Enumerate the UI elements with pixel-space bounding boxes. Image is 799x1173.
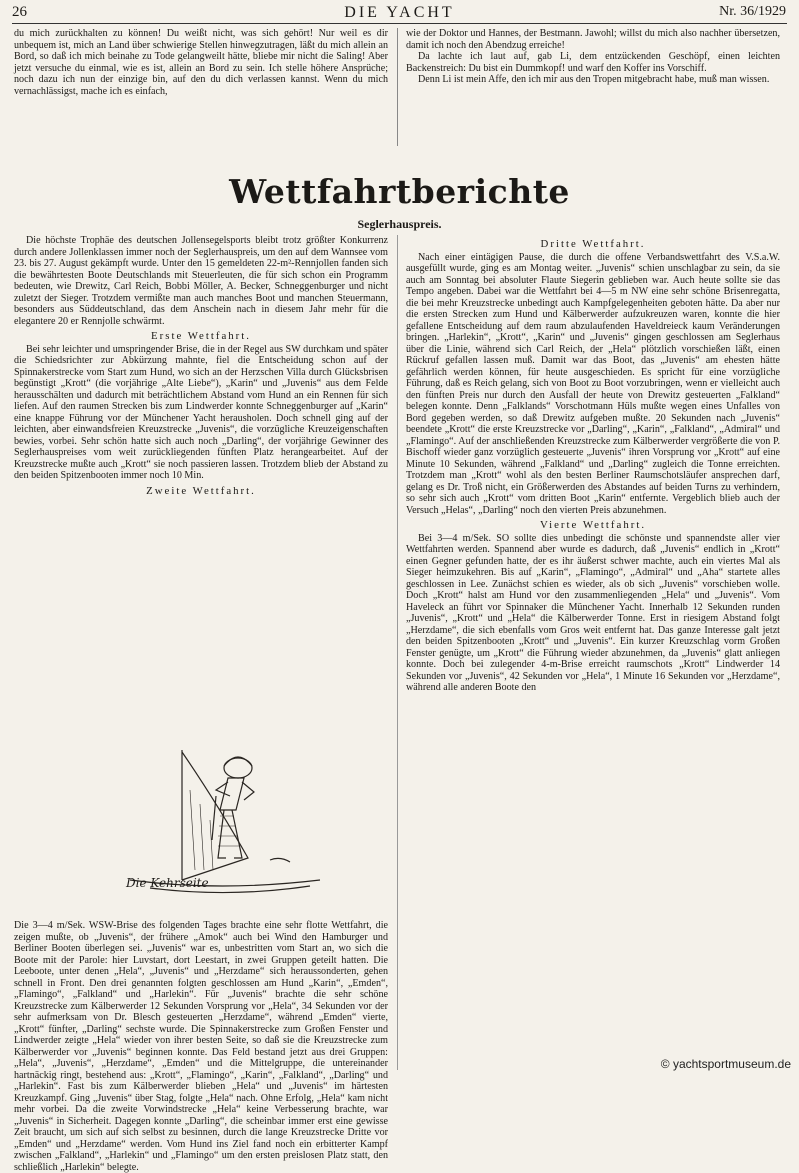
- illustration-caption: Die Kehrseite: [126, 876, 209, 890]
- page-number: 26: [12, 4, 27, 20]
- body-paragraph: Bei sehr leichter und umspringender Brise, die in der Regel aus SW durchkam und später die Schiedsrichter zur Abkürzung mahnte, fiel die Entscheidung schon auf der Spinnakerstrecke vom Start zum Hund, wo sich an der Herzschen Villa durch Glücksbrisen begünstigt „Krott“ (die vorjährige „Alte Liebe“), „Karin“ und „Juvenis“ aus dem Felde herausschälten und dadurch mit beträchtlichem Abstand vom Hund an ein Rennen für sich liefen. Auf den raumen Strecken bis zum Lindwerder konnte Schneggenburger auf „Karin“ eine knappe Führung vor der Münchener Yacht herausholen. Doch schnell ging auf der leichten, aber einwandsfreien Kreuzstrecke „Juvenis“, die vorzügliche Kreuzeigenschaften bewies, vorbei. Sehr schön hatte sich auch noch „Darling“, der vorjährige Gewinner des Seglerhauspreises vom weit zurückliegenden fünften Platz herangearbeitet. Auf der Kreuzstrecke mußte auch „Krott“ sie noch passieren lassen. Trotzdem blieb der Abstand zu den beiden Spitzenbooten immer noch 10 Min.: [14, 343, 388, 481]
- prev-article-paragraph: wie der Doktor und Hannes, der Bestmann. Jawohl; willst du mich also nachher übersetzen, damit ich noch den Abendzug erreiche!: [406, 28, 780, 51]
- prev-article-paragraph: du mich zurückhalten zu können! Du weißt nicht, was sich gehört! Nur weil es dir unbequem ist, mich an Land über schwierige Stellen hinwegzutragen, läßt du mich allein an Bord, so daß ich mich beinahe zu Tode gelangweilt hätte, bliebe mir nicht die Saling! Aber jetzt versuche du einmal, wie es ist, allein an Bord zu sein. Ich stelle höhere Ansprüche; noch dazu ich nun der einzige bin, auf den du dich verlassen kannst. Wenn du mich vernachlässigst, mache ich es einfach,: [14, 28, 388, 97]
- article-subtitle: Seglerhauspreis.: [357, 217, 442, 231]
- column-divider: [397, 28, 398, 146]
- article-left-column: [14, 235, 388, 498]
- intro-paragraph: Die höchste Trophäe des deutschen Jollensegelsports bleibt trotz größter Konkurrenz durch andere Jollenklassen immer noch der Seglerhauspreis, um den auf dem Wannsee vom 23. bis 27. August gekämpft wurde. Unter den 15 gemeldeten 22-m²-Rennjollen fanden sich die bewährtesten Boote Deutschlands mit Steuerleuten, die für sich schon ein Programm bedeuten, wie Drewitz, Carl Reich, Bobbi Möller, A. Becker, Schneggenburger und nicht zuletzt der Sieger. Trotzdem vermißte man auch manches Boot und manchen Steuermann, besonders aus Süddeutschland, das dem Anschein nach in diesem Jahr mehr für die elegantere 20 er Rennjolle schwärmt.: [14, 235, 388, 327]
- body-paragraph: Bei 3—4 m/Sek. SO sollte dies unbedingt die schönste und spannendste aller vier Wettfahrten werden. Spannend aber wurde es dadurch, daß „Juvenis“ endlich in „Krott“ einen Gegner gefunden hatte, der es ihr äußerst schwer machte, auch ein viertes Mal als Sieger heimzukehren. Bis auf „Karin“, „Flamingo“, „Admiral“ und „Aha“ startete alles geschlossen in Lee. Zunächst schien es wieder, als ob sich „Juvenis“ vorschieben wolle. Doch „Krott“ halst am Hund vor den zusammenliegenden „Hela“ und „Juvenis“. Vom Haveleck an führt vor Spinnaker die Münchener Yacht. Innerhalb 12 Sekunden runden „Juvenis“, „Krott“ und „Hela“ die Kälberwerder Tonne. Erst in riesigem Abstand folgt „Herzdame“, die sich ebenfalls vom Gros weit entfernt hat. Das ganze Interesse galt jetzt den beiden Spitzenbooten „Krott“ und „Juvenis“. Ein kurzer Kreuzschlag vorm Großen Fenster genügte, um „Krott“ die Führung wieder abzunehmen, da „Juvenis“ glatt anliegen konnte. Doch bei zulegender 4-m-Brise erreicht raumschots „Krott“ Lindwerder 14 Sekunden vor „Juvenis“, 42 Sekunden vor „Hela“, 1 Minute 16 Sekunden vor „Herzdame“, während alle anderen Boote den: [406, 532, 780, 693]
- article-left-column-continued: [14, 920, 388, 1173]
- prev-article-paragraph: Denn Li ist mein Affe, den ich mir aus den Tropen mitgebracht habe, muß man wissen.: [418, 74, 770, 85]
- magazine-title: DIE YACHT: [344, 4, 455, 21]
- prev-article-right-column: [406, 28, 780, 86]
- body-paragraph: Nach einer eintägigen Pause, die durch die offene Verbandswettfahrt des V.S.a.W. ausgefüllt wurde, ging es am Montag weiter. „Juvenis“ schien unschlagbar zu sein, da sie auch am Sonntag bei absoluter Flaute Siegerin geblieben war. Auch heute sollte sie das Tempo angeben. Dabei war die Wettfahrt bei 4—5 m NW eine sehr schöne Brisenregatta, die bei mehr Kreuzstrecke unbedingt auch Kampfgelegenheiten geboten hätte. Da aber nur die ersten Strecken zum Hund und Kälberwerder aufzukreuzen waren, konnte die hier gefallene Entscheidung auf dem raum abzulaufenden Haveldreieck kaum Veränderungen bringen. „Harlekin“, „Krott“, „Karin“ und „Juvenis“ gingen geschlossen am Seglerhaus über die Linie, während sich Carl Reich, der „Hela“ plötzlich vorschießen läßt, einen Rückruf gefallen lassen muß. Damit war das Boot, das „Juvenis“ am ehesten hätte gefährlich werden können, für heute ausgeschieden. Es spricht für eine vorzügliche Führung, daß es Reich gelang, sich von Boot zu Boot vorzubringen, wenn er vielleicht auch den fünften Preis nur durch den Ausfall der heute von Drewitz gesteuerten „Falkland“ belegen konnte. Denn „Falklands“ Vorschotmann Hüls mußte wegen eines Unfalles von Bord gegeben werden, so daß Drewitz aufgeben mußte. 20 Sekunden nach „Juvenis“ beendete „Krott“ die erste Kreuzstrecke vor „Darling“, „Karin“, „Falkland“, „Admiral“ und „Flamingo“. Auf der anschließenden Kreuzstrecke zum Kälberwerder vergrößerte die von P. Bischoff wieder ganz vorzüglich gesteuerte „Juvenis“ ihren Vorsprung vor „Krott“ auf eine Minute 10 Sekunden, während „Falkland“ und „Darling“ zugleich die Tonne erreichten. Trotzdem man „Krott“ wohl als den besten Berliner Raumschotsläufer ansprechen darf, gelang es Dr. Troß nicht, ein Größerwerden des Abstandes auf beiden Turns zu verhindern, so sehr sich auch „Krott“ vom dritten Boot „Karin“ entfernte. Vergeblich blieb auch der Versuch „Helas“, „Darling“ noch den vierten Preis abzunehmen.: [406, 251, 780, 516]
- issue-number: Nr. 36/1929: [719, 4, 786, 19]
- section-heading: Erste Wettfahrt.: [151, 330, 251, 342]
- copyright-watermark: © yachtsportmuseum.de: [660, 1057, 791, 1071]
- section-heading: Vierte Wettfahrt.: [539, 519, 647, 531]
- article-right-column: [406, 235, 780, 694]
- body-paragraph: Die 3—4 m/Sek. WSW-Brise des folgenden Tages brachte eine sehr flotte Wettfahrt, die zeigen mußte, ob „Juvenis“, der frühere „Amok“ auch bei Wind den Hamburger und Berliner Booten überlegen sei. „Juvenis“ war es, unbestritten vom Start an, wo sich die Boote mit der Parole: hier Luvstart, dort Leestart, in zwei Gruppen geteilt hatten. Die Leeboote, unter denen „Hela“, „Juvenis“ und „Herzdame“ sich heraussonderten, gehen schnell in Front. Den drei genannten folgten geschlossen am Hund „Karin“, „Emden“, „Flamingo“, „Falkland“ und „Harlekin“. Für „Juvenis“ brachte die sehr schöne Kreuzstrecke zum Kälberwerder 12 Sekunden Vorsprung vor „Hela“, 34 Sekunden vor der sehr aufmerksam von Dr. Blesch gesteuerten „Herzdame“, während „Emden“ vierte, „Krott“ fünfter, „Darling“ sechste wurde. Die Spinnakerstrecke zum Großen Fenster und Lindwerder zeigte „Hela“ wieder von ihrer besten Seite, so daß sie die Kreuzstrecke zum Kälberwerder vor „Juvenis“ beginnen konnte. Das Feld bestand jetzt aus drei Gruppen: „Hela“, „Juvenis“, „Herzdame“, „Emden“ und die Mittelgruppe, die untereinander hartnäckig ringt, bestehend aus: „Krott“, „Flamingo“, „Karin“, „Falkland“, „Darling“ und „Harlekin“. Fast bis zum Kälberwerder blieben „Hela“ und „Juvenis“ im härtesten Kreuzkampf. Ging „Juvenis“ über Stag, folgte „Hela“ nach. Ohne Erfolg, „Hela“ kam nicht mehr vorbei. Da die zweite Vorwindstrecke „Hela“ keine Verbesserung brachte, war „Juvenis“ in Sicherheit. Dagegen konnte „Darling“, die scheinbar immer erst eine gewisse Zeit braucht, um sich auf sich selbst zu besinnen, durch die lange Kreuzstrecke Dritte vor „Emden“ und „Herzdame“ werden. Vom Hund ins Ziel fand noch ein erbitterter Kampf zwischen „Falkland“, „Harlekin“ und „Flamingo“ um den ersten preislosen Platz statt, den schließlich „Harlekin“ belegte.: [14, 920, 388, 1173]
- header-rule: [12, 23, 787, 24]
- column-divider: [397, 235, 398, 1070]
- section-heading: Dritte Wettfahrt.: [540, 238, 646, 250]
- prev-article-paragraph: Da lachte ich laut auf, gab Li, dem entzückenden Geschöpf, einen leichten Backenstreich: Du bist ein Dummkopf! und warf den Koffer ins Vorschiff.: [406, 51, 780, 74]
- prev-article-left-column: [14, 28, 388, 97]
- section-heading: Zweite Wettfahrt.: [146, 484, 256, 497]
- article-title: Wettfahrtberichte: [229, 172, 570, 211]
